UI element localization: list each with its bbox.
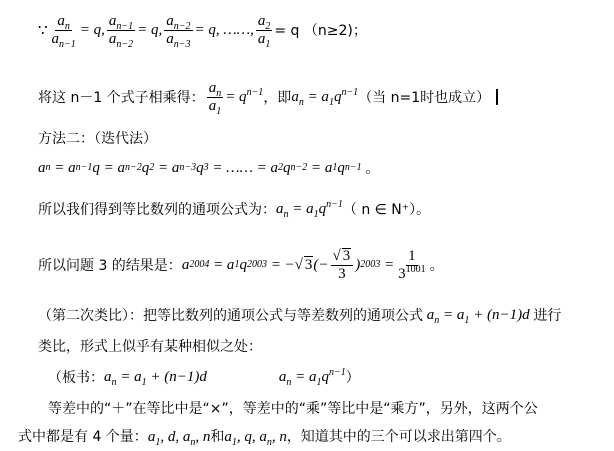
text-after: ，知道其中的三个可以求出第四个。 [286, 429, 511, 445]
text-after: 进行 [533, 308, 562, 324]
dots: = q, ……, [194, 21, 254, 38]
board-formula-geometric: $a_n = a_1q^{n-1}$ [278, 366, 346, 388]
line-9-board [48, 366, 360, 388]
text-after: ） [345, 370, 360, 386]
line-6 [38, 240, 444, 290]
general-formula: $a_n = a_1q^{n-1}$ [291, 86, 359, 108]
fraction-an-2-over-an-3: $\frac{a_{n-2}}{a_{n-3}}$ [166, 12, 191, 50]
text-after: （当 n=1时也成立） [358, 90, 491, 106]
fraction-an-over-a1: $\frac{a_n}{a_1}$ [208, 79, 222, 117]
text-before: （板书： [48, 370, 104, 386]
line-5 [38, 198, 430, 220]
text-before: 所以我们得到等比数列的通项公式为： [38, 202, 276, 218]
fraction-an-over-an-1: $\frac{a_n}{a_{n-1}}$ [51, 12, 76, 50]
line-3: 方法二：（迭代法） [38, 131, 157, 147]
text-before: 将这 n－1 个式子相乘得： [38, 90, 205, 106]
text-mid: ，即 [263, 90, 292, 106]
general-formula: $a_n = a_1q^{n-1}$ [276, 198, 343, 220]
text-before: 所以问题 3 的结果是： [38, 258, 182, 274]
line-11 [18, 425, 511, 447]
fraction-a2-over-a1: $\frac{a_2}{a_1}$ [257, 12, 271, 50]
text-before: 式中都是有 4 个量： [18, 429, 148, 445]
text-cursor [496, 89, 498, 105]
board-formula-arithmetic: $a_n = a_1 + (n-1)d$ [104, 368, 207, 388]
text-before: （第二次类比）：把等比数列的通项公式与等差数列的通项公式 [38, 308, 423, 324]
line-1: ∵ $\frac{a_n}{a_{n-1}}$ = q, $\frac{a_{n-1}}{a_{n-2}}$ = q, $\frac{a_{n-2}}{a_{n-3}}$ = q, ……, $\frac{a_2}{a_1}$ = q （n≥2)； [38, 12, 367, 50]
line-4-iteration-formula: a n = a n−1 q = a n−2 q 2 = a n−3 q 3 = …… = a 2 q n−2 = a 1 q n−1 。 [38, 159, 380, 177]
quantities-list: $a_1$, d, $a_n$, n和$a_1$, q, $a_n$, n [147, 429, 287, 448]
equals-q: = q, [79, 21, 105, 38]
condition: （ n ∈ N⁺）。 [342, 202, 431, 218]
because-symbol: ∵ [38, 22, 48, 39]
condition-text: = q （n≥2)； [274, 23, 367, 39]
line-8: 类比，形式上似乎有某种相似之处： [38, 339, 262, 355]
line-2: 将这 n－1 个式子相乘得： $\frac{a_n}{a_1}$ = $q^{n-1}$ ，即 $a_n = a_1q^{n-1}$ （当 n=1时也成立） [38, 75, 498, 119]
fraction-an-1-over-an-2: $\frac{a_{n-1}}{a_{n-2}}$ [108, 12, 134, 50]
result-formula: a 2004 = a 1 q 2003 = −√ 3 (− $\frac{√ 3}{3}$ ) 2003 = $\frac{1}{3^{1001}}$ 。 [181, 247, 444, 282]
line-7 [38, 304, 561, 326]
line-10: 等差中的“＋”在等比中是“×”，等差中的“乘”等比中是“乘方”，另外，这两个公 [48, 401, 538, 417]
arithmetic-formula: $a_n = a_1 + (n-1)d$ [423, 306, 534, 326]
